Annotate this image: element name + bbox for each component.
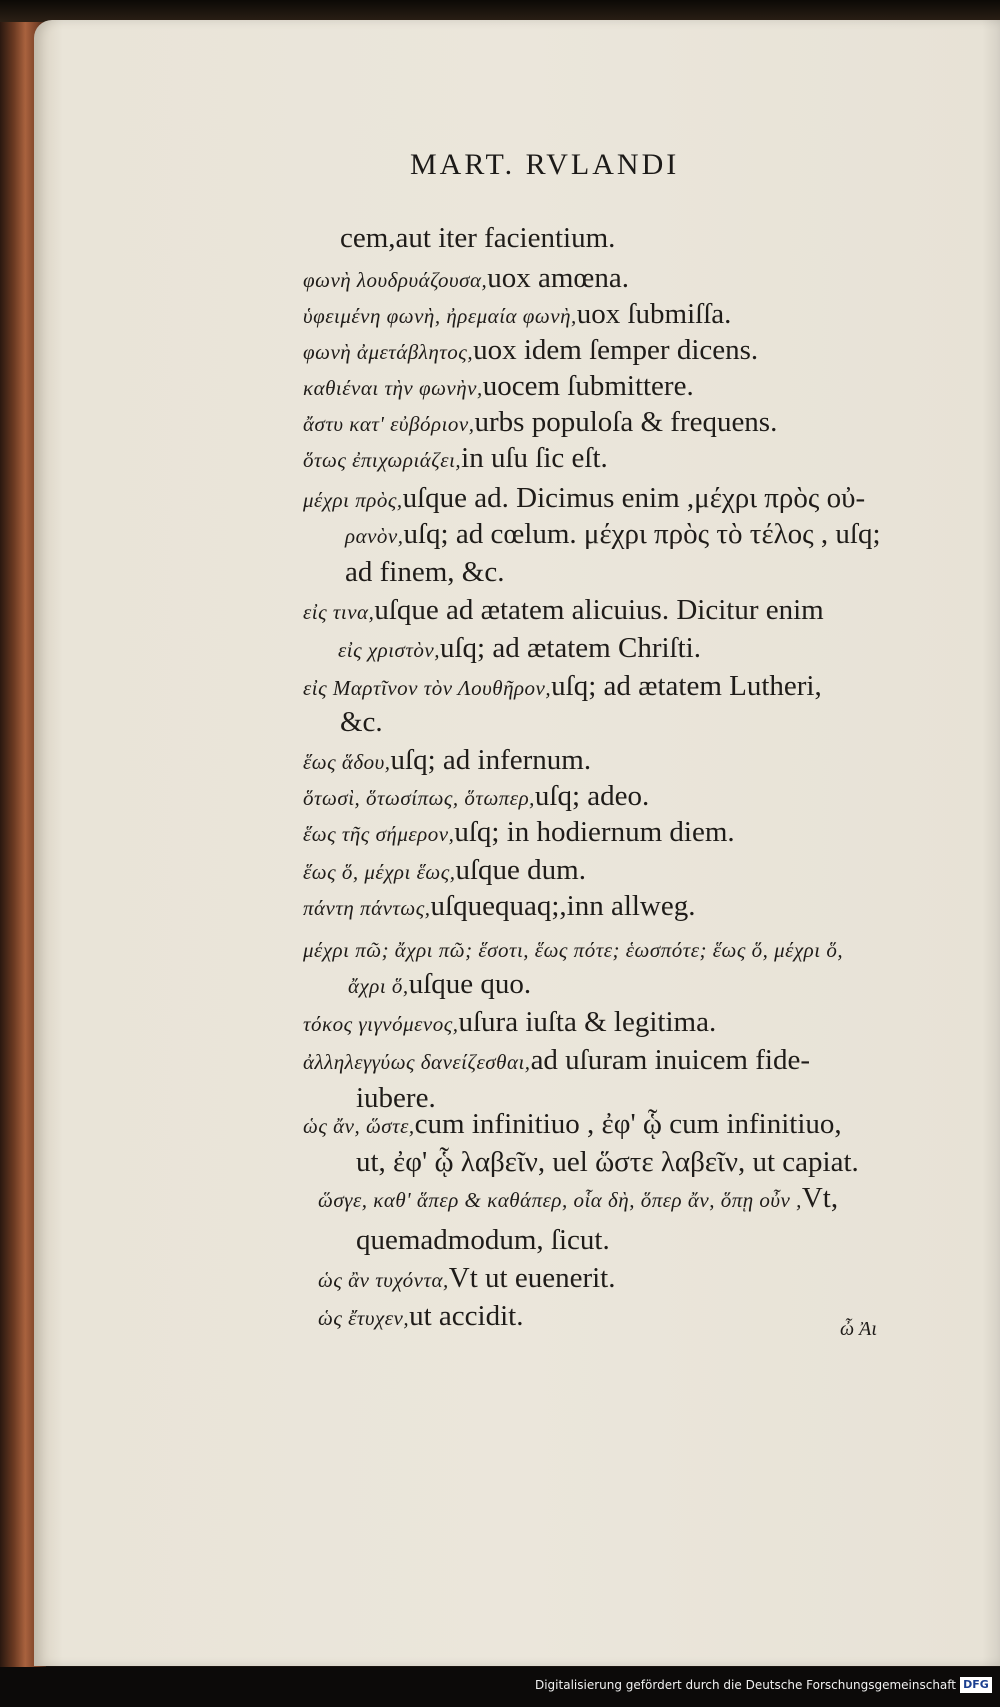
text-line: [303, 890, 696, 923]
greek-text: ἕως ὅ, μέχρι ἕως,: [303, 860, 456, 884]
latin-text: Vt,: [801, 1182, 839, 1214]
latin-text: uſura iuſta & legitima.: [458, 1006, 717, 1038]
latin-text: cem,aut iter facientium.: [340, 222, 616, 254]
text-line: [303, 854, 586, 887]
latin-text: urbs populoſa & frequens.: [474, 406, 778, 438]
greek-text: ὅτωσὶ, ὅτωσίπως, ὅτωπερ,: [303, 786, 535, 810]
greek-text: εἰς Μαρτῖνον τὸν Λουθῆρον,: [303, 676, 552, 700]
text-line: [356, 1146, 859, 1179]
greek-text: ἄχρι ὅ,: [348, 974, 409, 998]
latin-text: in uſu ſic eſt.: [461, 442, 608, 474]
latin-text: uſq; ad ætatem Lutheri,: [551, 670, 822, 702]
text-line: [303, 334, 758, 367]
greek-text: ὥσγε, καθ' ἅπερ & καθάπερ, οἷα δὴ, ὅπερ ἄν, ὅπῃ οὖν ,: [318, 1188, 802, 1212]
latin-text: uocem ſubmittere.: [482, 370, 694, 402]
greek-text: εἰς χριστὸν,: [338, 638, 440, 662]
latin-text: uſq; ad cœlum. μέχρι πρὸς τὸ τέλος , uſq;: [403, 518, 881, 550]
greek-text: καθιέναι τὴν φωνὴν,: [303, 376, 483, 400]
greek-text: ὡς ἂν τυχόντα,: [318, 1268, 449, 1292]
text-line: [345, 556, 504, 589]
latin-text: uſque ad ætatem alicuius. Dicitur enim: [374, 594, 824, 626]
greek-text: ὡς ἄν, ὥστε,: [303, 1114, 415, 1138]
latin-text: uox ſubmiſſa.: [576, 298, 732, 330]
greek-text: ἄστυ κατ' εὐβόριον,: [303, 412, 475, 436]
text-line: [303, 816, 735, 849]
text-line: [303, 744, 591, 777]
text-line: [303, 780, 649, 813]
text-line: [303, 670, 822, 703]
text-line: [318, 1300, 523, 1333]
latin-text: Vt ut euenerit.: [448, 1262, 616, 1294]
text-line: [303, 1044, 810, 1077]
latin-text: ut accidit.: [409, 1300, 524, 1332]
latin-text: iubere.: [356, 1082, 436, 1114]
text-line: [356, 1224, 610, 1257]
footer-credit: Digitalisierung gefördert durch die Deutsche Forschungsgemeinschaft: [534, 1678, 956, 1692]
text-line: [318, 1262, 615, 1295]
greek-text: ρανὸν,: [345, 524, 404, 548]
greek-text: τόκος γιγνόμενος,: [303, 1012, 459, 1036]
greek-text: ὑφειμένη φωνὴ, ἠρεμαία φωνὴ,: [303, 304, 577, 328]
greek-text: ὡς ἔτυχεν,: [318, 1306, 410, 1330]
text-line: [303, 594, 824, 627]
greek-text: ἀλληλεγγύως δανείζεσθαι,: [303, 1050, 531, 1074]
greek-text: μέχρι πῶ; ἄχρι πῶ; ἕσοτι, ἕως πότε; ἑωσπότε; ἕως ὅ, μέχρι ὅ,: [303, 938, 844, 962]
latin-text: cum infinitiuo , ἐφ' ᾧ cum infinitiuo,: [414, 1108, 842, 1140]
scan-top-border: [0, 0, 1000, 22]
text-line: [303, 932, 843, 965]
text-line: [345, 518, 881, 551]
latin-text: uſque dum.: [455, 854, 586, 886]
greek-text: ὅτως ἐπιχωριάζει,: [303, 448, 462, 472]
greek-text: ἕως τῆς σήμερον,: [303, 822, 455, 846]
text-line: [338, 632, 701, 665]
text-line: [303, 1006, 716, 1039]
text-line: [318, 1182, 838, 1215]
catchword: ὦ Ἀι: [840, 1318, 877, 1340]
page-shadow: [982, 20, 1000, 1666]
greek-text: φωνὴ ἀμετάβλητος,: [303, 340, 474, 364]
latin-text: ad uſuram inuicem fide-: [530, 1044, 810, 1076]
text-line: [340, 706, 383, 739]
latin-text: uſque ad. Dicimus enim ,μέχρι πρὸς οὐ-: [402, 482, 866, 514]
greek-text: εἰς τινα,: [303, 600, 375, 624]
latin-text: uox amœna.: [487, 262, 629, 294]
text-line: [303, 1108, 842, 1141]
dfg-logo-icon[interactable]: DFG: [960, 1677, 992, 1693]
text-line: [303, 482, 865, 515]
text-line: [303, 370, 694, 403]
text-line: [303, 262, 629, 295]
footer-bar: [0, 1667, 1000, 1707]
text-line: [348, 968, 531, 1001]
latin-text: &c.: [340, 706, 383, 738]
latin-text: uſq; in hodiernum diem.: [454, 816, 735, 848]
greek-text: φωνὴ λουδρυάζουσα,: [303, 268, 488, 292]
text-line: [303, 298, 731, 331]
latin-text: uſque quo.: [408, 968, 532, 1000]
running-head: MART. RVLANDI: [410, 148, 680, 181]
latin-text: uſq; ad infernum.: [390, 744, 592, 776]
text-line: [303, 442, 608, 475]
latin-text: ut, ἐφ' ᾧ λαβεῖν, uel ὥστε λαβεῖν, ut capiat.: [356, 1146, 859, 1178]
greek-text: πάντη πάντως,: [303, 896, 431, 920]
greek-text: ἕως ἅδου,: [303, 750, 391, 774]
latin-text: uſq; ad ætatem Chriſti.: [439, 632, 701, 664]
text-line: [303, 406, 777, 439]
latin-text: uſq; adeo.: [534, 780, 650, 812]
greek-text: μέχρι πρὸς,: [303, 488, 403, 512]
latin-text: uox idem ſemper dicens.: [473, 334, 759, 366]
latin-text: ad finem, &c.: [345, 556, 505, 588]
latin-text: uſquequaq;,inn allweg.: [430, 890, 696, 922]
latin-text: quemadmodum, ſicut.: [356, 1224, 610, 1256]
text-line: [340, 222, 615, 255]
